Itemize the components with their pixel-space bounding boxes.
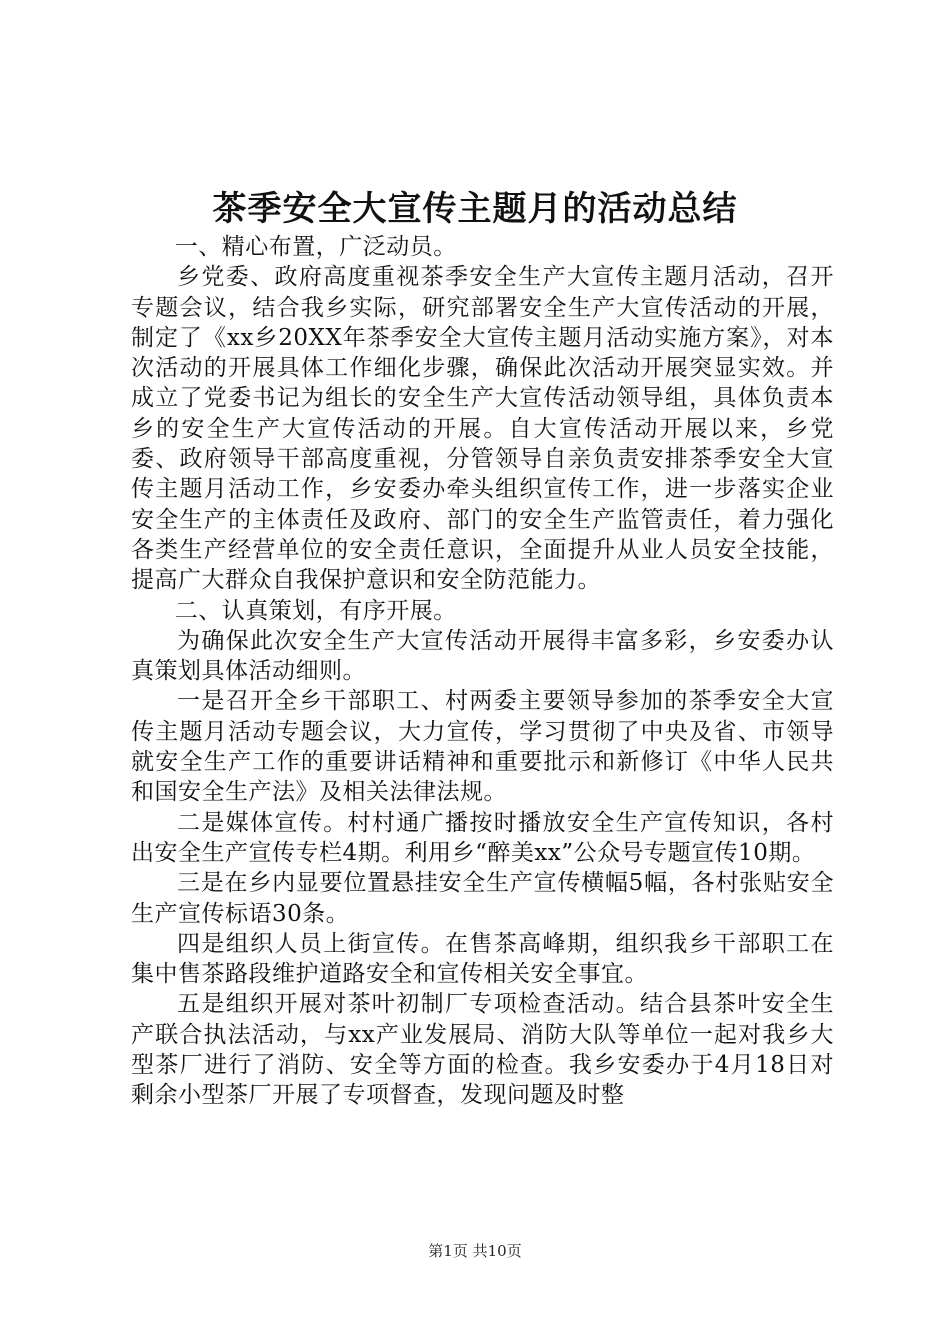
section-heading: 一、精心布置，广泛动员。: [174, 234, 457, 260]
document-body: [131, 232, 834, 1111]
body-paragraph: 二是媒体宣传。村村通广播按时播放安全生产宣传知识，各村出安全生产宣传专栏4期。利用乡“醉美xx”公众号专题宣传10期。: [131, 809, 834, 866]
section-heading: 二、认真策划，有序开展。: [174, 597, 457, 624]
body-paragraph: 五是组织开展对茶叶初制厂专项检查活动。结合县茶叶安全生产联合执法活动，与xx产业发展局、消防大队等单位一起对我乡大型茶厂进行了消防、安全等方面的检查。我乡安委办于4月18日对剩余小型茶厂开展了专项督查，发现问题及时整: [131, 991, 834, 1109]
page-number-footer: 第1页 共10页: [428, 1242, 522, 1260]
body-paragraph: 为确保此次安全生产大宣传活动开展得丰富多彩，乡安委办认真策划具体活动细则。: [131, 627, 834, 685]
body-paragraph: 四是组织人员上街宣传。在售茶高峰期，组织我乡干部职工在集中售茶路段维护道路安全和宣传相关安全事宜。: [131, 930, 834, 988]
body-paragraph: 一是召开全乡干部职工、村两委主要领导参加的茶季安全大宣传主题月活动专题会议，大力宣传，学习贯彻了中央及省、市领导就安全生产工作的重要讲话精神和重要批示和新修订《中华人民共和国安全生产法》及相关法律法规。: [131, 688, 834, 806]
document-title: 茶季安全大宣传主题月的活动总结: [212, 189, 738, 229]
body-paragraph: 三是在乡内显要位置悬挂安全生产宣传横幅5幅，各村张贴安全生产宣传标语30条。: [131, 870, 834, 927]
body-paragraph: 乡党委、政府高度重视茶季安全生产大宣传主题月活动，召开专题会议，结合我乡实际，研究部署安全生产大宣传活动的开展，制定了《xx乡20XX年茶季安全大宣传主题月活动实施方案》，对本次活动的开展具体工作细化步骤，确保此次活动开展突显实效。并成立了党委书记为组长的安全生产大宣传活动领导组，具体负责本乡的安全生产大宣传活动的开展。自大宣传活动开展以来，乡党委、政府领导干部高度重视，分管领导自亲负责安排茶季安全大宣传主题月活动工作，乡安委办牵头组织宣传工作，进一步落实企业安全生产的主体责任及政府、部门的安全生产监管责任，着力强化各类生产经营单位的安全责任意识，全面提升从业人员安全技能，提高广大群众自我保护意识和安全防范能力。: [131, 264, 834, 594]
